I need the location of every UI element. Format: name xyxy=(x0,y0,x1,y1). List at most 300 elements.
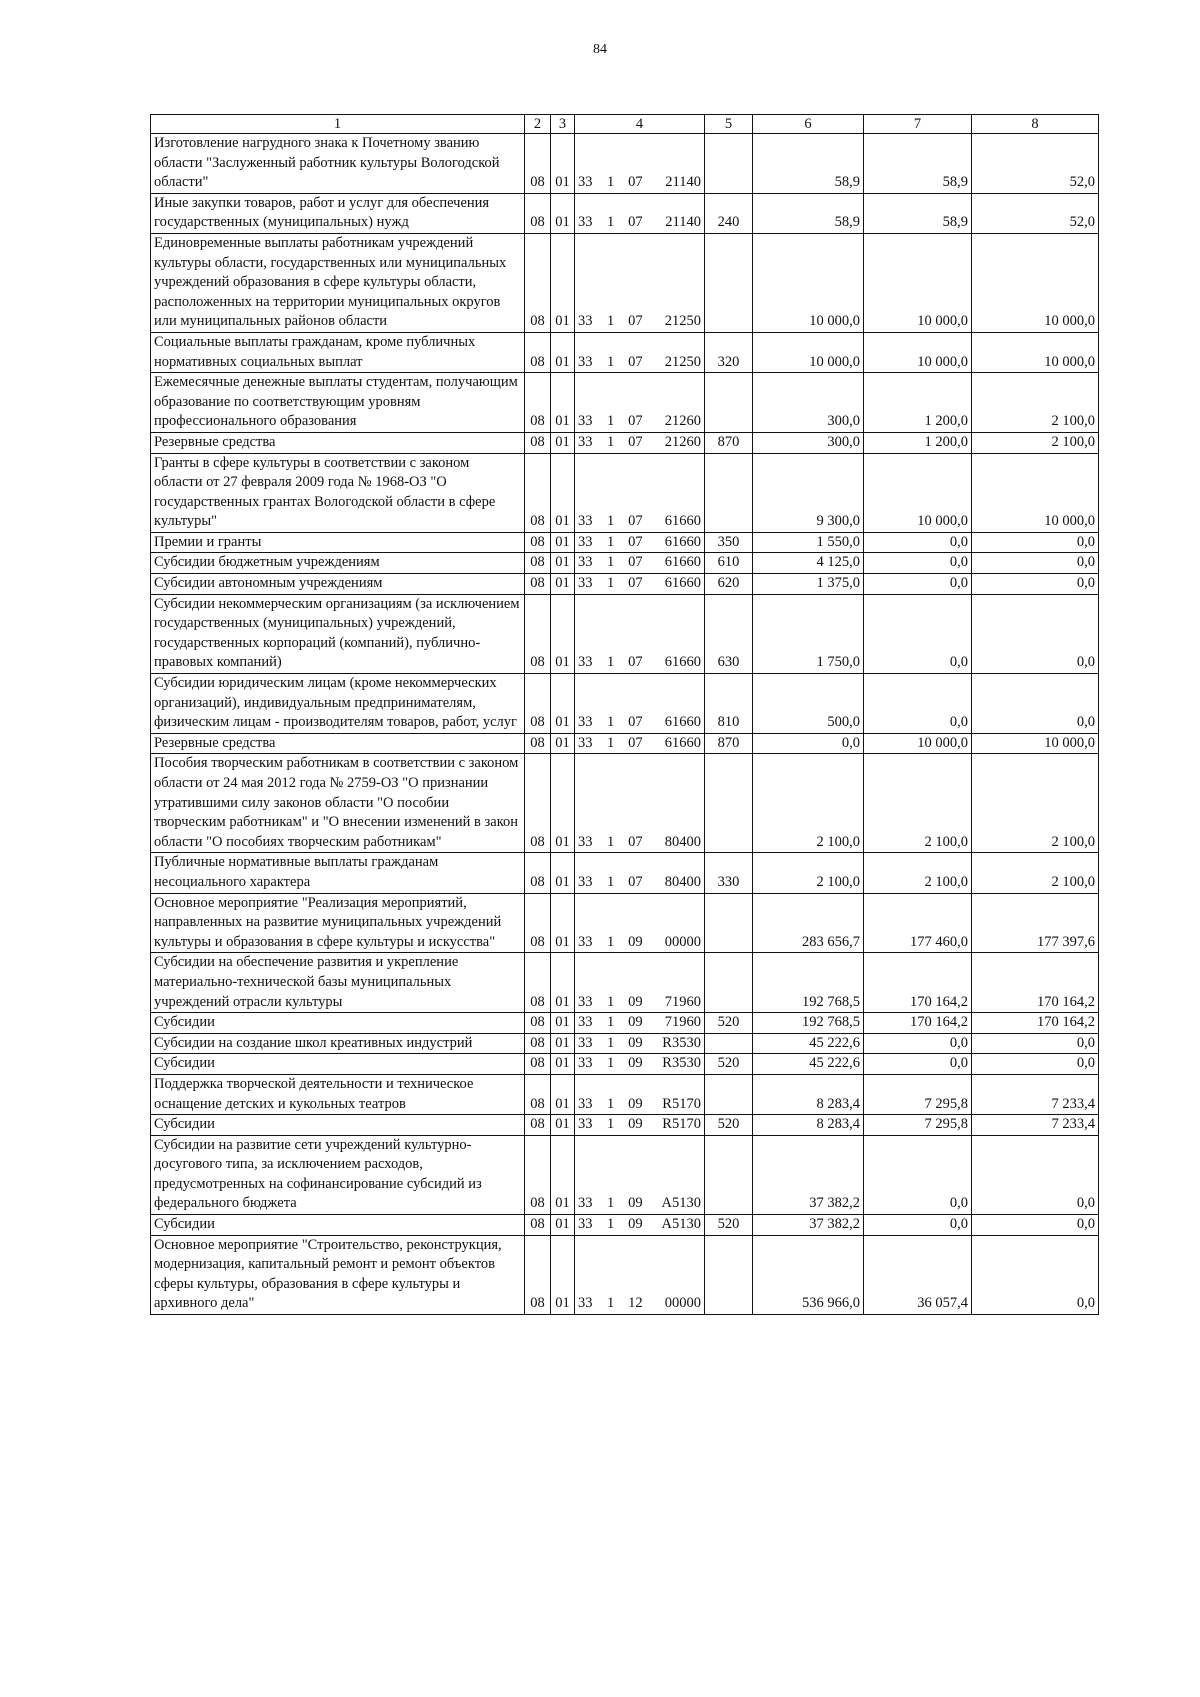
code-part: 1 xyxy=(607,214,615,231)
code-part: 33 xyxy=(578,1095,593,1112)
row-name: Резервные средства xyxy=(151,733,525,754)
code-part: R3530 xyxy=(662,1055,701,1072)
header-cell: 2 xyxy=(525,115,551,134)
code-part: 1 xyxy=(607,1034,615,1051)
budget-table xyxy=(150,114,1099,1315)
cell-expense-type: 630 xyxy=(705,594,753,673)
cell-amount-7: 0,0 xyxy=(864,1033,972,1054)
cell-amount-8: 10 000,0 xyxy=(972,453,1099,532)
code-part: 1 xyxy=(607,533,615,550)
code-part: 1 xyxy=(607,575,615,592)
cell-amount-6: 1 550,0 xyxy=(753,532,864,553)
cell-section: 08 xyxy=(525,594,551,673)
cell-expense-type: 320 xyxy=(705,332,753,372)
cell-subsection: 01 xyxy=(551,453,575,532)
cell-subsection: 01 xyxy=(551,893,575,953)
cell-amount-6: 300,0 xyxy=(753,432,864,453)
cell-target-code xyxy=(575,853,705,893)
cell-section: 08 xyxy=(525,332,551,372)
cell-target-code xyxy=(575,233,705,332)
table-row xyxy=(151,532,1099,553)
cell-amount-7: 177 460,0 xyxy=(864,893,972,953)
code-part: 1 xyxy=(607,734,615,751)
code-part: 33 xyxy=(578,353,593,370)
code-part: 1 xyxy=(607,174,615,191)
table-row xyxy=(151,373,1099,433)
code-part: 09 xyxy=(628,1034,643,1051)
cell-amount-7: 1 200,0 xyxy=(864,373,972,433)
code-part: 61660 xyxy=(664,554,701,571)
code-part: 12 xyxy=(628,1295,643,1312)
code-part: 1 xyxy=(607,554,615,571)
row-name: Субсидии xyxy=(151,1215,525,1236)
cell-amount-6: 45 222,6 xyxy=(753,1054,864,1075)
cell-amount-8: 2 100,0 xyxy=(972,754,1099,853)
table-row xyxy=(151,332,1099,372)
cell-amount-8: 0,0 xyxy=(972,1235,1099,1314)
cell-expense-type: 870 xyxy=(705,733,753,754)
header-cell: 8 xyxy=(972,115,1099,134)
code-part: 1 xyxy=(607,433,615,450)
cell-subsection: 01 xyxy=(551,193,575,233)
cell-amount-7: 0,0 xyxy=(864,1215,972,1236)
cell-amount-8: 170 164,2 xyxy=(972,953,1099,1013)
cell-expense-type: 240 xyxy=(705,193,753,233)
cell-target-code xyxy=(575,953,705,1013)
code-part: 21250 xyxy=(664,313,701,330)
cell-section: 08 xyxy=(525,674,551,734)
cell-section: 08 xyxy=(525,553,551,574)
cell-subsection: 01 xyxy=(551,1033,575,1054)
cell-subsection: 01 xyxy=(551,1215,575,1236)
cell-expense-type xyxy=(705,1235,753,1314)
table-row xyxy=(151,432,1099,453)
code-part: 07 xyxy=(628,413,643,430)
code-part: 21260 xyxy=(664,413,701,430)
cell-subsection: 01 xyxy=(551,1054,575,1075)
code-part: 1 xyxy=(607,714,615,731)
code-part: 07 xyxy=(628,833,643,850)
code-part: 07 xyxy=(628,214,643,231)
cell-target-code xyxy=(575,193,705,233)
header-cell: 6 xyxy=(753,115,864,134)
cell-target-code xyxy=(575,332,705,372)
table-row xyxy=(151,1013,1099,1034)
table-row xyxy=(151,1054,1099,1075)
cell-target-code xyxy=(575,453,705,532)
table-row xyxy=(151,1074,1099,1114)
cell-section: 08 xyxy=(525,953,551,1013)
code-part: 33 xyxy=(578,654,593,671)
cell-amount-6: 536 966,0 xyxy=(753,1235,864,1314)
cell-expense-type: 520 xyxy=(705,1215,753,1236)
code-part: 1 xyxy=(607,833,615,850)
cell-amount-8: 2 100,0 xyxy=(972,432,1099,453)
code-part: 07 xyxy=(628,174,643,191)
cell-subsection: 01 xyxy=(551,332,575,372)
cell-target-code xyxy=(575,1115,705,1136)
code-part: 61660 xyxy=(664,533,701,550)
cell-amount-8: 0,0 xyxy=(972,674,1099,734)
cell-amount-8: 7 233,4 xyxy=(972,1074,1099,1114)
cell-amount-8: 10 000,0 xyxy=(972,233,1099,332)
code-part: 1 xyxy=(607,513,615,530)
cell-amount-6: 10 000,0 xyxy=(753,233,864,332)
code-part: R5170 xyxy=(662,1116,701,1133)
cell-amount-7: 0,0 xyxy=(864,574,972,595)
cell-amount-6: 58,9 xyxy=(753,193,864,233)
code-part: 71960 xyxy=(664,1014,701,1031)
cell-amount-8: 0,0 xyxy=(972,553,1099,574)
table-row xyxy=(151,754,1099,853)
row-name: Резервные средства xyxy=(151,432,525,453)
cell-amount-7: 1 200,0 xyxy=(864,432,972,453)
header-row xyxy=(151,115,1099,134)
cell-section: 08 xyxy=(525,1115,551,1136)
cell-amount-8: 177 397,6 xyxy=(972,893,1099,953)
table-row xyxy=(151,1135,1099,1214)
code-part: 1 xyxy=(607,1014,615,1031)
code-part: R5170 xyxy=(662,1095,701,1112)
code-part: 33 xyxy=(578,533,593,550)
code-part: 33 xyxy=(578,214,593,231)
code-part: 33 xyxy=(578,1116,593,1133)
code-part: 1 xyxy=(607,1295,615,1312)
code-part: 1 xyxy=(607,933,615,950)
cell-amount-7: 10 000,0 xyxy=(864,332,972,372)
code-part: 1 xyxy=(607,313,615,330)
cell-amount-6: 1 750,0 xyxy=(753,594,864,673)
cell-amount-7: 0,0 xyxy=(864,1054,972,1075)
row-name: Гранты в сфере культуры в соответствии с законом области от 27 февраля 2009 года № 1968-ОЗ "О государственных грантах Вологодской области в сфере культуры" xyxy=(151,453,525,532)
code-part: 21250 xyxy=(664,353,701,370)
code-part: 33 xyxy=(578,993,593,1010)
row-name: Ежемесячные денежные выплаты студентам, получающим образование по соответствующим уровням профессионального образования xyxy=(151,373,525,433)
cell-amount-7: 170 164,2 xyxy=(864,953,972,1013)
code-part: 61660 xyxy=(664,575,701,592)
table-row xyxy=(151,594,1099,673)
cell-amount-7: 0,0 xyxy=(864,1135,972,1214)
row-name: Пособия творческим работникам в соответствии с законом области от 24 мая 2012 года № 2759-ОЗ "О признании утратившими силу законов области "О пособии творческим работникам" и "О внесении изменений в закон области "О пособиях творческим работникам" xyxy=(151,754,525,853)
code-part: 07 xyxy=(628,654,643,671)
code-part: 09 xyxy=(628,1116,643,1133)
code-part: 1 xyxy=(607,654,615,671)
code-part: 33 xyxy=(578,933,593,950)
cell-amount-7: 0,0 xyxy=(864,594,972,673)
code-part: 07 xyxy=(628,533,643,550)
cell-amount-6: 45 222,6 xyxy=(753,1033,864,1054)
cell-section: 08 xyxy=(525,1013,551,1034)
cell-amount-8: 0,0 xyxy=(972,532,1099,553)
code-part: 33 xyxy=(578,513,593,530)
table-row xyxy=(151,233,1099,332)
cell-amount-6: 2 100,0 xyxy=(753,853,864,893)
code-part: 80400 xyxy=(664,833,701,850)
cell-expense-type xyxy=(705,1135,753,1214)
cell-expense-type: 810 xyxy=(705,674,753,734)
cell-target-code xyxy=(575,1215,705,1236)
code-part: 00000 xyxy=(664,933,701,950)
cell-section: 08 xyxy=(525,453,551,532)
cell-amount-8: 0,0 xyxy=(972,1054,1099,1075)
cell-amount-6: 0,0 xyxy=(753,733,864,754)
cell-amount-7: 58,9 xyxy=(864,193,972,233)
cell-amount-7: 10 000,0 xyxy=(864,453,972,532)
table-row xyxy=(151,733,1099,754)
cell-expense-type: 610 xyxy=(705,553,753,574)
cell-amount-6: 192 768,5 xyxy=(753,1013,864,1034)
code-part: 07 xyxy=(628,513,643,530)
row-name: Публичные нормативные выплаты гражданам несоциального характера xyxy=(151,853,525,893)
cell-target-code xyxy=(575,1074,705,1114)
cell-amount-7: 2 100,0 xyxy=(864,853,972,893)
cell-subsection: 01 xyxy=(551,134,575,194)
row-name: Субсидии на создание школ креативных индустрий xyxy=(151,1033,525,1054)
row-name: Основное мероприятие "Реализация мероприятий, направленных на развитие муниципальных учреждений культуры и образования в сфере культуры и искусства" xyxy=(151,893,525,953)
cell-amount-7: 170 164,2 xyxy=(864,1013,972,1034)
code-part: 07 xyxy=(628,433,643,450)
code-part: А5130 xyxy=(661,1216,701,1233)
code-part: 09 xyxy=(628,1195,643,1212)
code-part: 1 xyxy=(607,1195,615,1212)
code-part: 07 xyxy=(628,714,643,731)
cell-expense-type xyxy=(705,453,753,532)
code-part: 33 xyxy=(578,313,593,330)
cell-expense-type xyxy=(705,1033,753,1054)
cell-subsection: 01 xyxy=(551,674,575,734)
cell-section: 08 xyxy=(525,1235,551,1314)
cell-amount-6: 2 100,0 xyxy=(753,754,864,853)
cell-amount-6: 58,9 xyxy=(753,134,864,194)
cell-amount-8: 7 233,4 xyxy=(972,1115,1099,1136)
row-name: Субсидии некоммерческим организациям (за исключением государственных (муниципальных) учреждений, государственных корпораций (компаний), публично-правовых компаний) xyxy=(151,594,525,673)
cell-target-code xyxy=(575,893,705,953)
code-part: 1 xyxy=(607,1055,615,1072)
cell-section: 08 xyxy=(525,134,551,194)
code-part: 1 xyxy=(607,993,615,1010)
cell-target-code xyxy=(575,574,705,595)
code-part: 09 xyxy=(628,1014,643,1031)
cell-subsection: 01 xyxy=(551,853,575,893)
table-row xyxy=(151,893,1099,953)
code-part: 21140 xyxy=(665,174,701,191)
code-part: R3530 xyxy=(662,1034,701,1051)
cell-amount-8: 0,0 xyxy=(972,1135,1099,1214)
code-part: 09 xyxy=(628,1216,643,1233)
cell-amount-7: 58,9 xyxy=(864,134,972,194)
cell-expense-type xyxy=(705,953,753,1013)
cell-amount-7: 0,0 xyxy=(864,532,972,553)
cell-subsection: 01 xyxy=(551,233,575,332)
header-cell: 7 xyxy=(864,115,972,134)
row-name: Иные закупки товаров, работ и услуг для обеспечения государственных (муниципальных) нужд xyxy=(151,193,525,233)
cell-amount-6: 9 300,0 xyxy=(753,453,864,532)
cell-amount-6: 10 000,0 xyxy=(753,332,864,372)
code-part: 07 xyxy=(628,313,643,330)
table-row xyxy=(151,134,1099,194)
cell-amount-8: 52,0 xyxy=(972,193,1099,233)
cell-subsection: 01 xyxy=(551,1013,575,1034)
cell-amount-6: 500,0 xyxy=(753,674,864,734)
code-part: 1 xyxy=(607,1116,615,1133)
table-row xyxy=(151,953,1099,1013)
cell-amount-7: 10 000,0 xyxy=(864,733,972,754)
code-part: 61660 xyxy=(664,513,701,530)
header-cell: 3 xyxy=(551,115,575,134)
header-cell: 1 xyxy=(151,115,525,134)
cell-expense-type xyxy=(705,893,753,953)
cell-section: 08 xyxy=(525,733,551,754)
row-name: Субсидии на обеспечение развития и укрепление материально-технической базы муниципальных учреждений отрасли культуры xyxy=(151,953,525,1013)
header-cell: 4 xyxy=(575,115,705,134)
code-part: 1 xyxy=(607,413,615,430)
code-part: 33 xyxy=(578,1014,593,1031)
code-part: 1 xyxy=(607,353,615,370)
row-name: Единовременные выплаты работникам учреждений культуры области, государственных или муниципальных учреждений образования в сфере культуры области, расположенных на территории муниципальных округов или муниципальных районов области xyxy=(151,233,525,332)
code-part: 33 xyxy=(578,1034,593,1051)
cell-section: 08 xyxy=(525,193,551,233)
cell-section: 08 xyxy=(525,754,551,853)
cell-section: 08 xyxy=(525,1215,551,1236)
code-part: 00000 xyxy=(664,1295,701,1312)
cell-amount-7: 2 100,0 xyxy=(864,754,972,853)
code-part: 1 xyxy=(607,873,615,890)
code-part: 07 xyxy=(628,575,643,592)
table-row xyxy=(151,1115,1099,1136)
code-part: 33 xyxy=(578,413,593,430)
code-part: 09 xyxy=(628,1095,643,1112)
cell-subsection: 01 xyxy=(551,1115,575,1136)
code-part: 09 xyxy=(628,993,643,1010)
cell-section: 08 xyxy=(525,893,551,953)
cell-target-code xyxy=(575,1054,705,1075)
code-part: 33 xyxy=(578,873,593,890)
code-part: 33 xyxy=(578,174,593,191)
code-part: 07 xyxy=(628,353,643,370)
cell-target-code xyxy=(575,373,705,433)
cell-subsection: 01 xyxy=(551,574,575,595)
cell-section: 08 xyxy=(525,574,551,595)
cell-section: 08 xyxy=(525,1074,551,1114)
cell-amount-6: 4 125,0 xyxy=(753,553,864,574)
code-part: 33 xyxy=(578,575,593,592)
cell-expense-type xyxy=(705,754,753,853)
cell-target-code xyxy=(575,594,705,673)
row-name: Субсидии xyxy=(151,1013,525,1034)
cell-amount-8: 2 100,0 xyxy=(972,853,1099,893)
cell-amount-6: 300,0 xyxy=(753,373,864,433)
table-row xyxy=(151,574,1099,595)
cell-subsection: 01 xyxy=(551,553,575,574)
cell-section: 08 xyxy=(525,1135,551,1214)
cell-amount-6: 37 382,2 xyxy=(753,1135,864,1214)
cell-subsection: 01 xyxy=(551,1074,575,1114)
row-name: Премии и гранты xyxy=(151,532,525,553)
cell-expense-type xyxy=(705,373,753,433)
cell-amount-6: 8 283,4 xyxy=(753,1074,864,1114)
cell-subsection: 01 xyxy=(551,1235,575,1314)
code-part: 33 xyxy=(578,714,593,731)
cell-subsection: 01 xyxy=(551,733,575,754)
row-name: Субсидии xyxy=(151,1115,525,1136)
cell-expense-type: 350 xyxy=(705,532,753,553)
code-part: 21140 xyxy=(665,214,701,231)
cell-expense-type: 520 xyxy=(705,1115,753,1136)
cell-section: 08 xyxy=(525,1033,551,1054)
cell-amount-7: 36 057,4 xyxy=(864,1235,972,1314)
table-row xyxy=(151,1215,1099,1236)
code-part: 07 xyxy=(628,554,643,571)
table-row xyxy=(151,453,1099,532)
code-part: 21260 xyxy=(664,433,701,450)
code-part: 33 xyxy=(578,1055,593,1072)
row-name: Субсидии автономным учреждениям xyxy=(151,574,525,595)
code-part: 1 xyxy=(607,1216,615,1233)
code-part: 33 xyxy=(578,433,593,450)
cell-target-code xyxy=(575,134,705,194)
cell-amount-7: 7 295,8 xyxy=(864,1074,972,1114)
table-row xyxy=(151,553,1099,574)
code-part: 33 xyxy=(578,734,593,751)
cell-expense-type xyxy=(705,1074,753,1114)
cell-subsection: 01 xyxy=(551,532,575,553)
cell-amount-8: 10 000,0 xyxy=(972,733,1099,754)
cell-section: 08 xyxy=(525,373,551,433)
cell-section: 08 xyxy=(525,432,551,453)
row-name: Изготовление нагрудного знака к Почетному званию области "Заслуженный работник культуры Вологодской области" xyxy=(151,134,525,194)
cell-target-code xyxy=(575,733,705,754)
cell-section: 08 xyxy=(525,1054,551,1075)
cell-amount-7: 10 000,0 xyxy=(864,233,972,332)
cell-amount-7: 0,0 xyxy=(864,553,972,574)
row-name: Субсидии юридическим лицам (кроме некоммерческих организаций), индивидуальным предпринимателям, физическим лицам - производителям товаров, работ, услуг xyxy=(151,674,525,734)
cell-amount-7: 0,0 xyxy=(864,674,972,734)
cell-expense-type xyxy=(705,134,753,194)
cell-subsection: 01 xyxy=(551,1135,575,1214)
cell-amount-8: 0,0 xyxy=(972,594,1099,673)
cell-target-code xyxy=(575,1033,705,1054)
row-name: Субсидии бюджетным учреждениям xyxy=(151,553,525,574)
table-row xyxy=(151,853,1099,893)
cell-subsection: 01 xyxy=(551,754,575,853)
cell-amount-6: 283 656,7 xyxy=(753,893,864,953)
cell-target-code xyxy=(575,1135,705,1214)
cell-target-code xyxy=(575,553,705,574)
cell-section: 08 xyxy=(525,853,551,893)
code-part: 09 xyxy=(628,933,643,950)
row-name: Социальные выплаты гражданам, кроме публичных нормативных социальных выплат xyxy=(151,332,525,372)
row-name: Основное мероприятие "Строительство, реконструкция, модернизация, капитальный ремонт и ремонт объектов сферы культуры, образования в сфере культуры и архивного дела" xyxy=(151,1235,525,1314)
cell-expense-type: 620 xyxy=(705,574,753,595)
cell-section: 08 xyxy=(525,532,551,553)
cell-target-code xyxy=(575,674,705,734)
code-part: 07 xyxy=(628,734,643,751)
cell-subsection: 01 xyxy=(551,594,575,673)
cell-subsection: 01 xyxy=(551,953,575,1013)
row-name: Субсидии xyxy=(151,1054,525,1075)
code-part: 33 xyxy=(578,1216,593,1233)
code-part: 33 xyxy=(578,554,593,571)
cell-amount-6: 1 375,0 xyxy=(753,574,864,595)
cell-amount-6: 37 382,2 xyxy=(753,1215,864,1236)
cell-amount-8: 2 100,0 xyxy=(972,373,1099,433)
code-part: 61660 xyxy=(664,654,701,671)
code-part: 09 xyxy=(628,1055,643,1072)
page-number: 84 xyxy=(593,42,607,57)
cell-amount-8: 10 000,0 xyxy=(972,332,1099,372)
cell-target-code xyxy=(575,432,705,453)
cell-expense-type xyxy=(705,233,753,332)
